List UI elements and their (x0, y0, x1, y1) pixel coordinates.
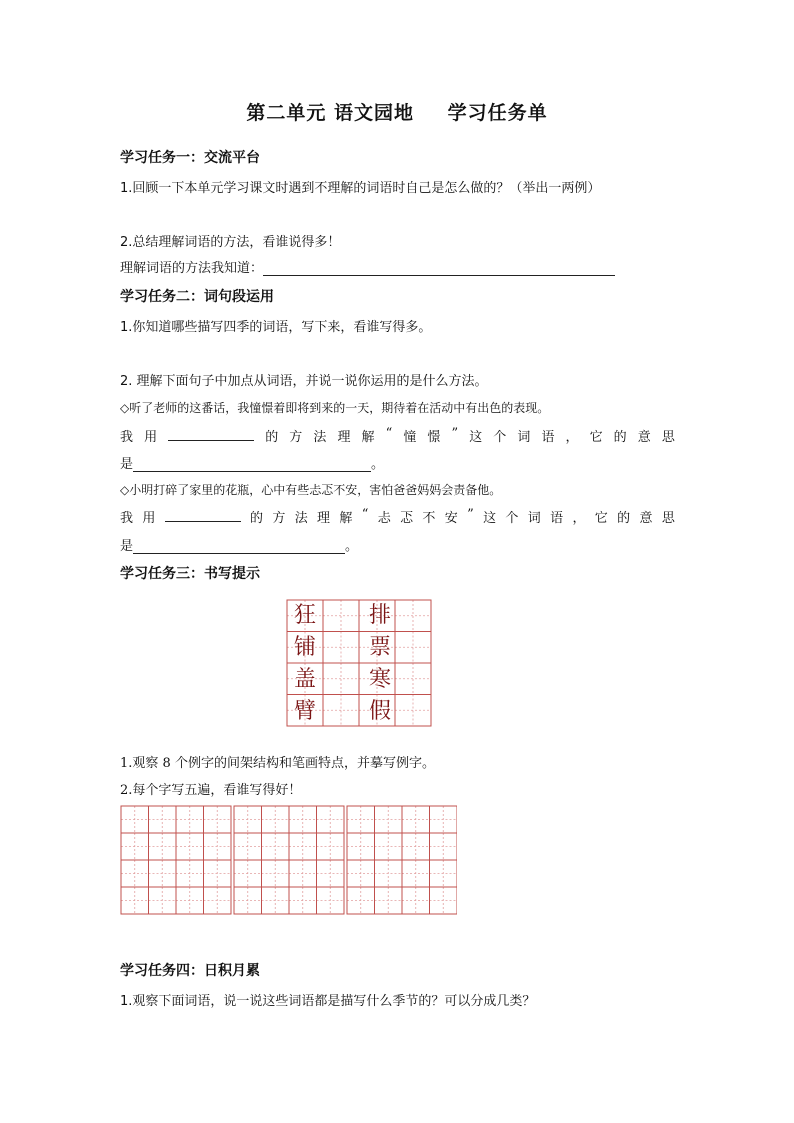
fill-char: 方 (289, 430, 303, 445)
task3-heading: 学习任务三：书写提示 (120, 566, 260, 582)
task2-method-blank1[interactable] (168, 426, 254, 441)
fill-char: 安 (444, 511, 458, 526)
fill-char: 。 (371, 457, 385, 472)
task2-sentence2: ◇小明打碎了家里的花瓶，心中有些忐忑不安，害怕爸爸妈妈会责备他。 (120, 483, 502, 497)
fill-char: 忐 (377, 511, 391, 526)
fill-char: 词 (517, 430, 531, 445)
fill-char: 。 (345, 539, 359, 554)
fill-char: 个 (493, 430, 507, 445)
fill-char: 憬 (427, 430, 441, 445)
fill-char: ” (451, 426, 459, 441)
task4-heading: 学习任务四：日积月累 (120, 963, 260, 979)
fill-char: 它 (589, 430, 603, 445)
task2-fill-row1 (120, 426, 675, 445)
task3-question1: 1.观察 8 个例字的间架结构和笔画特点，并摹写例字。 (120, 756, 435, 771)
example-char: 假 (368, 699, 391, 724)
practice-writing-grid[interactable] (120, 805, 457, 916)
task2-heading: 学习任务二：词句段运用 (120, 289, 274, 305)
fill-char: 方 (272, 511, 286, 526)
task2-meaning-row2 (120, 535, 358, 554)
fill-char: 意 (637, 430, 651, 445)
fill-char: 不 (422, 511, 436, 526)
fill-char: 我 (120, 430, 134, 445)
title-topic: 语文园地 (333, 102, 414, 124)
task2-method-blank2[interactable] (165, 507, 241, 522)
fill-char: “ (385, 426, 393, 441)
task1-question2: 2.总结理解词语的方法，看谁说得多！ (120, 235, 341, 250)
task2-meaning-blank1[interactable] (133, 457, 371, 472)
fill-char: 理 (337, 430, 351, 445)
fill-char: 思 (661, 511, 675, 526)
fill-char: 解 (339, 511, 353, 526)
fill-char: 理 (317, 511, 331, 526)
fill-char: 憧 (403, 430, 417, 445)
title-worksheet: 学习任务单 (447, 102, 548, 124)
fill-char: 个 (505, 511, 519, 526)
task1-answer-line[interactable] (263, 261, 615, 276)
example-char: 排 (368, 603, 391, 628)
example-char: 票 (368, 635, 391, 660)
task3-question2: 2.每个字写五遍，看谁写得好！ (120, 783, 302, 798)
fill-char: 词 (527, 511, 541, 526)
fill-char: 解 (361, 430, 375, 445)
task2-sentence1: ◇听了老师的这番话，我憧憬着即将到来的一天，期待着在活动中有出色的表现。 (120, 401, 550, 415)
fill-char: 语 (541, 430, 555, 445)
fill-char: 用 (142, 511, 156, 526)
fill-char: 我 (120, 511, 134, 526)
task1-answer-prompt: 理解词语的方法我知道： (120, 261, 264, 276)
task4-question1: 1.观察下面词语，说一说这些词语都是描写什么季节的？可以分成几类？ (120, 994, 536, 1009)
title-unit: 第二单元 (246, 102, 327, 124)
task2-meaning-row1 (120, 453, 384, 472)
fill-char: 是 (120, 539, 134, 554)
fill-char: 思 (661, 430, 675, 445)
fill-char: 忑 (400, 511, 414, 526)
example-char: 臂 (293, 699, 316, 724)
fill-char: 它 (594, 511, 608, 526)
task2-question1: 1.你知道哪些描写四季的词语，写下来，看谁写得多。 (120, 320, 432, 335)
fill-char: 这 (483, 511, 497, 526)
fill-char: 法 (313, 430, 327, 445)
task1-heading: 学习任务一：交流平台 (120, 150, 260, 166)
fill-char: 是 (120, 457, 134, 472)
example-char: 狂 (293, 603, 316, 628)
practice-grid-lines (120, 805, 457, 916)
page-title (0, 98, 794, 125)
fill-char: 意 (639, 511, 653, 526)
fill-char: 这 (469, 430, 483, 445)
fill-char: 的 (617, 511, 631, 526)
example-char: 铺 (293, 635, 316, 660)
task2-meaning-blank2[interactable] (133, 539, 345, 554)
example-char: 寒 (368, 667, 391, 692)
fill-char: 的 (250, 511, 264, 526)
fill-char: “ (361, 507, 369, 522)
fill-char: 法 (294, 511, 308, 526)
fill-char: ， (572, 511, 586, 526)
task1-answer-row (120, 257, 615, 276)
task2-question2: 2. 理解下面句子中加点从词语，并说一说你运用的是什么方法。 (120, 374, 488, 389)
fill-char: 的 (613, 430, 627, 445)
fill-char: 语 (550, 511, 564, 526)
fill-char: ” (467, 507, 474, 522)
fill-char: 的 (265, 430, 279, 445)
fill-char: 用 (144, 430, 158, 445)
task1-question1: 1.回顾一下本单元学习课文时遇到不理解的词语时自己是怎么做的？（举出一两例） (120, 181, 601, 196)
fill-char: ， (565, 430, 579, 445)
example-characters-grid (286, 599, 432, 727)
example-char: 盖 (293, 667, 316, 692)
task2-fill-row2 (120, 507, 675, 526)
